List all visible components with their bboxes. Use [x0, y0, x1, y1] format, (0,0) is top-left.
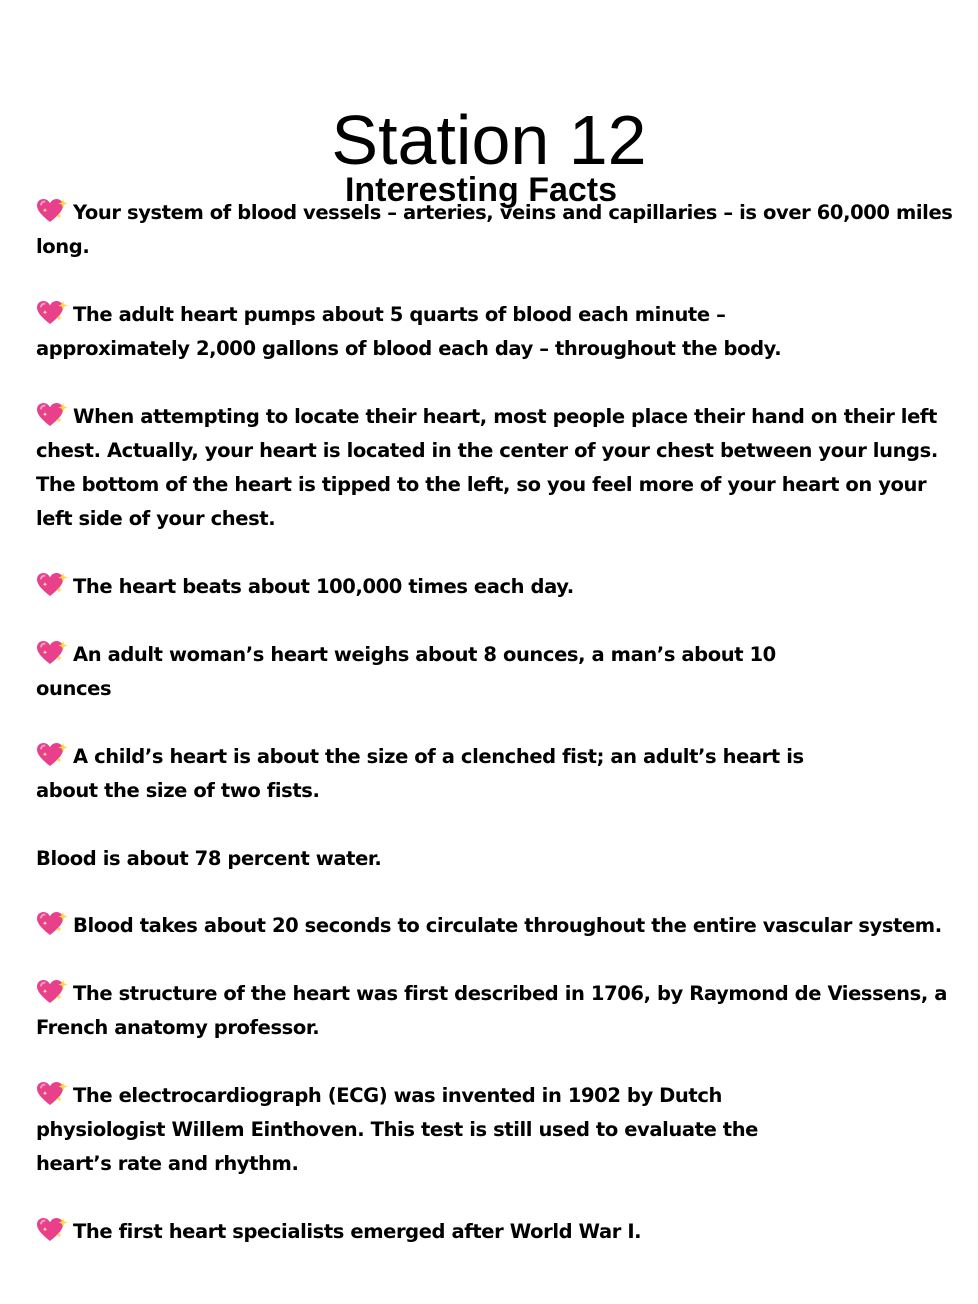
fact-text: French anatomy professor. [36, 1016, 320, 1039]
fact-text: Blood takes about 20 seconds to circulate throughout the entire vascular system. [73, 914, 942, 937]
fact-item [36, 977, 947, 1045]
fact-text: about the size of two fists. [36, 779, 320, 802]
fact-item [36, 400, 938, 536]
sparkling-heart-icon [36, 572, 69, 598]
fact-text: A child’s heart is about the size of a clenched fist; an adult’s heart is [73, 745, 804, 768]
sparkling-heart-icon [36, 402, 69, 428]
sparkling-heart-icon [36, 911, 69, 937]
fact-text: The adult heart pumps about 5 quarts of blood each minute – [73, 303, 726, 326]
fact-text: The bottom of the heart is tipped to the left, so you feel more of your heart on your [36, 473, 927, 496]
fact-text: Blood is about 78 percent water. [36, 847, 382, 870]
fact-text: Your system of blood vessels – arteries, veins and capillaries – is over 60,000 miles [73, 201, 953, 224]
fact-item [36, 638, 776, 706]
sparkling-heart-icon [36, 1081, 69, 1107]
fact-text: The structure of the heart was first described in 1706, by Raymond de Viessens, a [73, 982, 947, 1005]
fact-item [36, 740, 804, 808]
sparkling-heart-icon [36, 640, 69, 666]
fact-text: The heart beats about 100,000 times each day. [73, 575, 574, 598]
fact-item [36, 842, 381, 876]
fact-text: approximately 2,000 gallons of blood each day – throughout the body. [36, 337, 782, 360]
fact-item [36, 196, 953, 264]
fact-text: An adult woman’s heart weighs about 8 ounces, a man’s about 10 [73, 643, 776, 666]
fact-text: ounces [36, 677, 112, 700]
fact-item [36, 570, 574, 604]
sparkling-heart-icon [36, 742, 69, 768]
fact-text: When attempting to locate their heart, most people place their hand on their left [73, 405, 937, 428]
fact-item [36, 1079, 758, 1181]
fact-text: physiologist Willem Einthoven. This test is still used to evaluate the [36, 1118, 759, 1141]
fact-item [36, 1215, 641, 1249]
fact-text: left side of your chest. [36, 507, 276, 530]
fact-text: heart’s rate and rhythm. [36, 1152, 299, 1175]
fact-item [36, 298, 781, 366]
fact-text: The first heart specialists emerged after World War I. [73, 1220, 642, 1243]
fact-item [36, 909, 942, 943]
sparkling-heart-icon [36, 1217, 69, 1243]
page-title: Station 12 [331, 100, 647, 179]
sparkling-heart-icon [36, 198, 69, 224]
fact-text: long. [36, 235, 90, 258]
page-subtitle: Interesting Facts [344, 171, 618, 210]
fact-text: The electrocardiograph (ECG) was invented in 1902 by Dutch [73, 1084, 722, 1107]
fact-text: chest. Actually, your heart is located in the center of your chest between your lungs. [36, 439, 938, 462]
sparkling-heart-icon [36, 979, 69, 1005]
sparkling-heart-icon [36, 300, 69, 326]
